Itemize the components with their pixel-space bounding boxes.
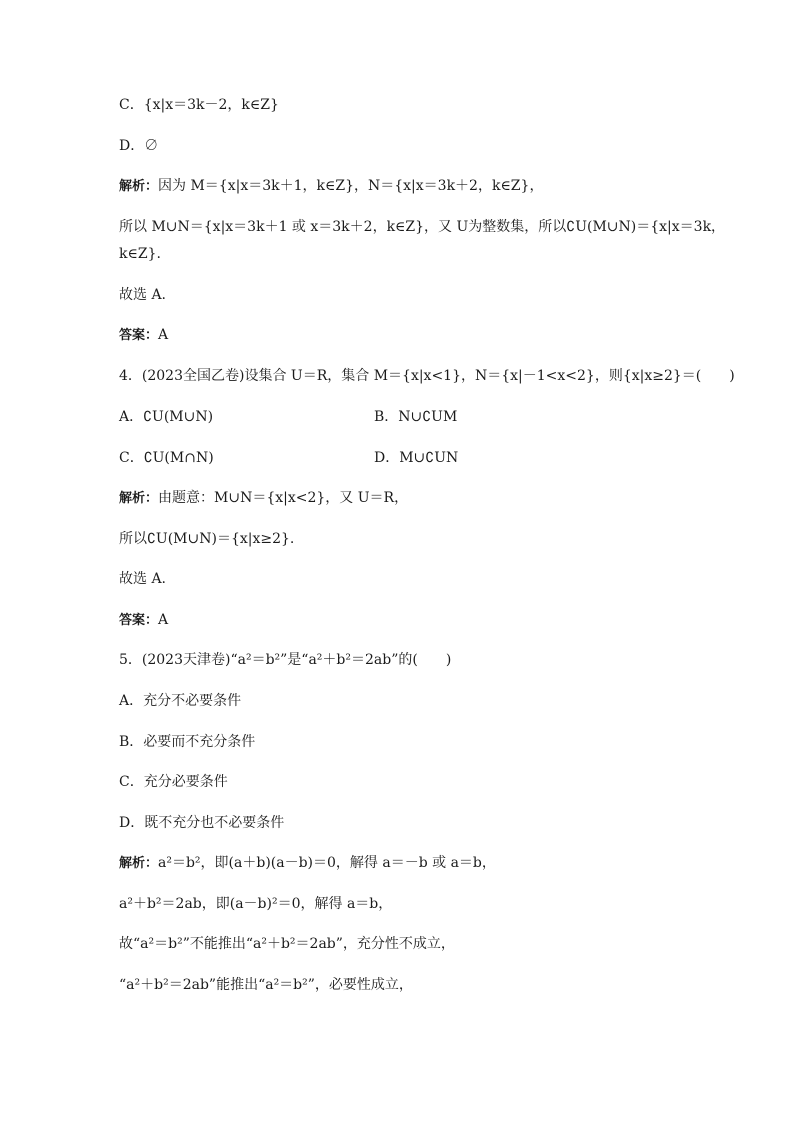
analysis-text: 因为 M＝{x|x＝3k＋1，k∈Z}，N＝{x|x＝3k＋2，k∈Z}，: [158, 178, 544, 194]
analysis-label: 解析：: [119, 856, 159, 871]
q4-answer: [119, 611, 168, 630]
option-d-prev: D．∅: [119, 138, 159, 154]
q3-answer: [119, 326, 168, 345]
q4-option-d: D．M∪∁UN: [374, 450, 459, 466]
analysis-label: 解析：: [119, 179, 159, 194]
q5-option-d: D．既不充分也不必要条件: [119, 815, 285, 831]
q4-analysis-line-1: [119, 489, 408, 508]
q3-analysis-line-1: [119, 177, 543, 196]
q4-option-c: C．∁U(M∩N): [119, 450, 214, 466]
q4-choose: 故选 A.: [119, 571, 167, 587]
answer-label: 答案：: [119, 328, 159, 343]
q5-option-c: C．充分必要条件: [119, 774, 228, 790]
answer-value: A: [158, 612, 169, 628]
q3-choose: 故选 A.: [119, 287, 167, 303]
analysis-text: 由题意：M∪N＝{x|x<2}，又 U＝R，: [158, 490, 409, 506]
option-c-prev: C．{x|x＝3k－2，k∈Z}: [119, 97, 279, 113]
q5-analysis-line-3: 故“a²＝b²”不能推出“a²＋b²＝2ab”，充分性不成立，: [119, 936, 455, 952]
analysis-text: a²＝b²，即(a＋b)(a－b)＝0，解得 a＝－b 或 a＝b，: [158, 855, 496, 871]
q5-option-a: A．充分不必要条件: [119, 693, 242, 709]
q5-analysis-line-4: “a²＋b²＝2ab”能推出“a²＝b²”，必要性成立，: [119, 977, 413, 993]
analysis-label: 解析：: [119, 491, 159, 506]
q5-stem: 5．(2023天津卷)“a²＝b²”是“a²＋b²＝2ab”的( ): [119, 652, 452, 668]
q3-analysis-line-2: 所以 M∪N＝{x|x＝3k＋1 或 x＝3k＋2，k∈Z}，又 U为整数集，所以∁U(M∪N)＝{x|x＝3k，: [119, 219, 726, 235]
q3-analysis-line-3: k∈Z}.: [119, 246, 161, 262]
q4-stem: 4．(2023全国乙卷)设集合 U＝R，集合 M＝{x|x<1}，N＝{x|－1<x<2}，则{x|x≥2}＝( ): [119, 368, 735, 384]
answer-label: 答案：: [119, 613, 159, 628]
q5-option-b: B．必要而不充分条件: [119, 734, 256, 750]
answer-value: A: [158, 327, 169, 343]
q4-option-b: B．N∪∁UM: [374, 409, 458, 425]
q5-analysis-line-2: a²＋b²＝2ab，即(a－b)²＝0，解得 a＝b，: [119, 896, 393, 912]
q5-analysis-line-1: [119, 854, 496, 873]
q4-analysis-line-2: 所以∁U(M∪N)＝{x|x≥2}.: [119, 531, 295, 547]
q4-option-a: A．∁U(M∪N): [119, 409, 214, 425]
